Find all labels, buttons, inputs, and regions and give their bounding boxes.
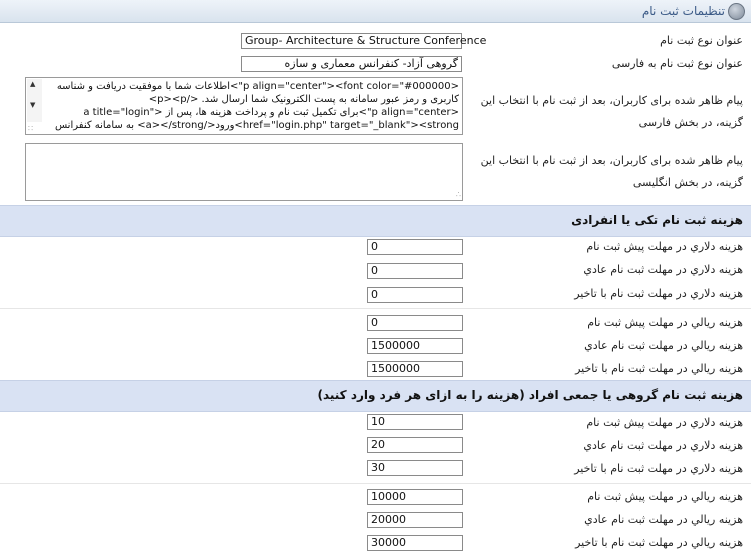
fee-label: هزينه دلاري در مهلت پيش ثبت نام xyxy=(586,240,743,253)
fee-input[interactable]: 30 xyxy=(367,460,463,476)
message-en-label: پیام ظاهر شده برای کاربران، بعد از ثبت نام با انتخاب این گزینه، در بخش انگلیسی xyxy=(480,154,743,189)
fee-input[interactable]: 0 xyxy=(367,239,463,255)
resize-grip-icon[interactable]: ∷ xyxy=(28,124,34,133)
gear-icon xyxy=(728,3,745,20)
fee-input[interactable]: 1500000 xyxy=(367,361,463,377)
fee-input[interactable]: 20 xyxy=(367,437,463,453)
scroll-down-icon[interactable]: ▼ xyxy=(30,101,36,109)
fee-input[interactable]: 0 xyxy=(367,263,463,279)
fee-input[interactable]: 30000 xyxy=(367,535,463,551)
group-fee-title: هزینه ثبت نام گروهی یا جمعی افراد (هزینه را به ازای هر فرد وارد کنید) xyxy=(317,388,743,402)
fee-label: هزينه ريالي در مهلت ثبت نام عادي xyxy=(584,513,743,526)
message-en-textarea[interactable] xyxy=(25,143,463,201)
fee-label: هزينه دلاري در مهلت ثبت نام با تاخير xyxy=(574,287,743,300)
type-title-fa-input[interactable]: گروهی آزاد- کنفرانس معماری و سازه xyxy=(241,56,462,72)
page-title: تنظیمات ثبت نام xyxy=(641,4,725,18)
group-fee-section-header xyxy=(0,380,751,412)
fee-label: هزينه ريالي در مهلت پيش ثبت نام xyxy=(587,316,743,329)
individual-fee-title: هزینه ثبت نام تکی یا انفرادی xyxy=(571,213,743,227)
message-en-content xyxy=(44,146,459,198)
fee-label: هزينه دلاري در مهلت ثبت نام عادي xyxy=(583,263,743,276)
type-title-input[interactable]: Group- Architecture & Structure Conference xyxy=(241,33,462,49)
type-title-fa-label: عنوان نوع ثبت نام به فارسی xyxy=(611,57,743,70)
type-title-label: عنوان نوع ثبت نام xyxy=(660,34,743,47)
fee-input[interactable]: 10 xyxy=(367,414,463,430)
fee-label: هزينه دلاري در مهلت ثبت نام با تاخير xyxy=(574,462,743,475)
message-fa-label: پیام ظاهر شده برای کاربران، بعد از ثبت نام با انتخاب این گزینه، در بخش فارسی xyxy=(480,94,743,129)
fee-input[interactable]: 0 xyxy=(367,287,463,303)
fee-input[interactable]: 10000 xyxy=(367,489,463,505)
individual-fee-section-header xyxy=(0,205,751,237)
fee-label: هزينه ريالي در مهلت پيش ثبت نام xyxy=(587,490,743,503)
scroll-up-icon[interactable]: ▲ xyxy=(30,80,36,88)
fee-label: هزينه دلاري در مهلت پيش ثبت نام xyxy=(586,416,743,429)
resize-grip-icon[interactable]: ∴ xyxy=(455,190,460,199)
fee-label: هزينه ريالي در مهلت ثبت نام عادي xyxy=(584,339,743,352)
divider xyxy=(0,308,751,309)
fee-label: هزينه دلاري در مهلت ثبت نام عادي xyxy=(583,439,743,452)
fee-input[interactable]: 20000 xyxy=(367,512,463,528)
fee-input[interactable]: 1500000 xyxy=(367,338,463,354)
message-fa-content: <p align="center"><font color="#000000">اطلاعات شما با موفقیت دریافت و شناسه کاربری و رمز عبور سامانه به پست الکترونیک شما ارسال شد. </p><p> <p align="center">برای تکمیل ثبت نام و پرداخت هزینه ها، پس از <a title="login" href="login.php" target="_blank"><strong>ورود</a></strong> به سامانه کنفرانس xyxy=(54,81,459,131)
settings-header xyxy=(0,0,751,23)
textarea-scrollbar[interactable] xyxy=(27,79,42,122)
message-fa-textarea[interactable] xyxy=(25,77,463,135)
fee-input[interactable]: 0 xyxy=(367,315,463,331)
fee-label: هزينه ريالي در مهلت ثبت نام با تاخير xyxy=(575,536,743,549)
divider xyxy=(0,483,751,484)
fee-label: هزينه ريالي در مهلت ثبت نام با تاخير xyxy=(575,362,743,375)
